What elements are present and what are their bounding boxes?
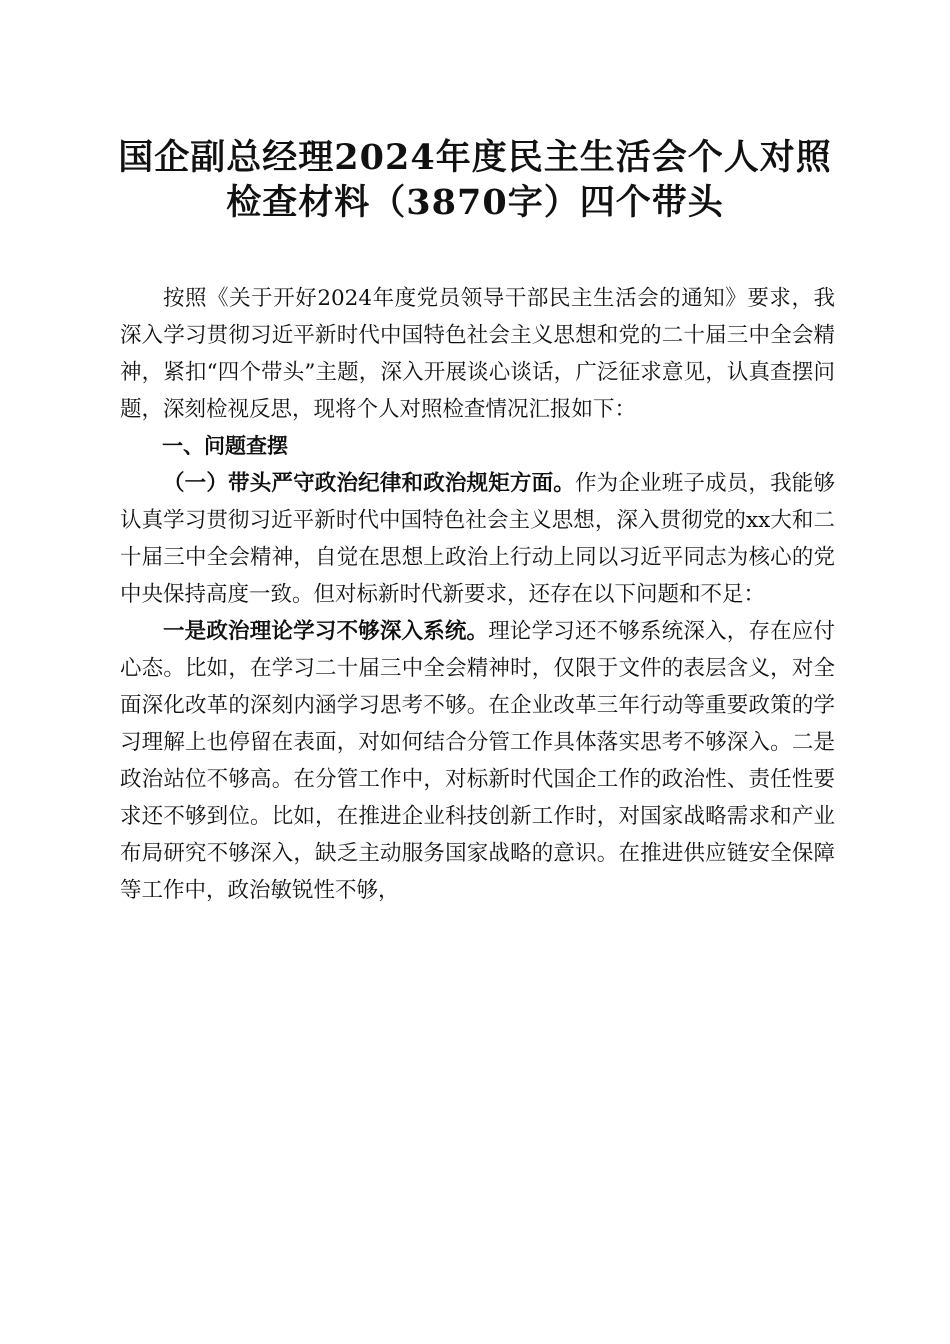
subsection-1-paragraph [120,465,835,613]
document-body [120,280,835,909]
subsection-1-body: 作为企业班子成员，我能够认真学习贯彻习近平新时代中国特色社会主义思想，深入贯彻党的xx大和二十届三中全会精神，自觉在思想上政治上行动上同以习近平同志为核心的党中央保持高度一致。但对标新时代新要求，还存在以下问题和不足： [120,471,835,607]
document-title-line-1: 国企副总经理2024年度民主生活会个人对照 [118,137,832,178]
section-heading: 一、问题查摆 [162,434,288,458]
point-1-title: 一是政治理论学习不够深入系统。 [163,619,489,644]
intro-paragraph: 按照《关于开好2024年度党员领导干部民主生活会的通知》要求，我深入学习贯彻习近平新时代中国特色社会主义思想和党的二十届三中全会精神，紧扣“四个带头”主题，深入开展谈心谈话，广泛征求意见，认真查摆问题，深刻检视反思，现将个人对照检查情况汇报如下： [120,286,835,422]
point-1-paragraph [120,613,835,909]
point-1-body: 理论学习还不够系统深入，存在应付心态。比如，在学习二十届三中全会精神时，仅限于文件的表层含义，对全面深化改革的深刻内涵学习思考不够。在企业改革三年行动等重要政策的学习理解上也停留在表面，对如何结合分管工作具体落实思考不够深入。二是政治站位不够高。在分管工作中，对标新时代国企工作的政治性、责任性要求还不够到位。比如，在推进企业科技创新工作时，对国家战略需求和产业布局研究不够深入，缺乏主动服务国家战略的意识。在推进供应链安全保障等工作中，政治敏锐性不够， [120,619,835,903]
subsection-1-title: （一）带头严守政治纪律和政治规矩方面。 [163,471,575,496]
document-title-line-2: 检查材料（3870字）四个带头 [226,182,724,223]
